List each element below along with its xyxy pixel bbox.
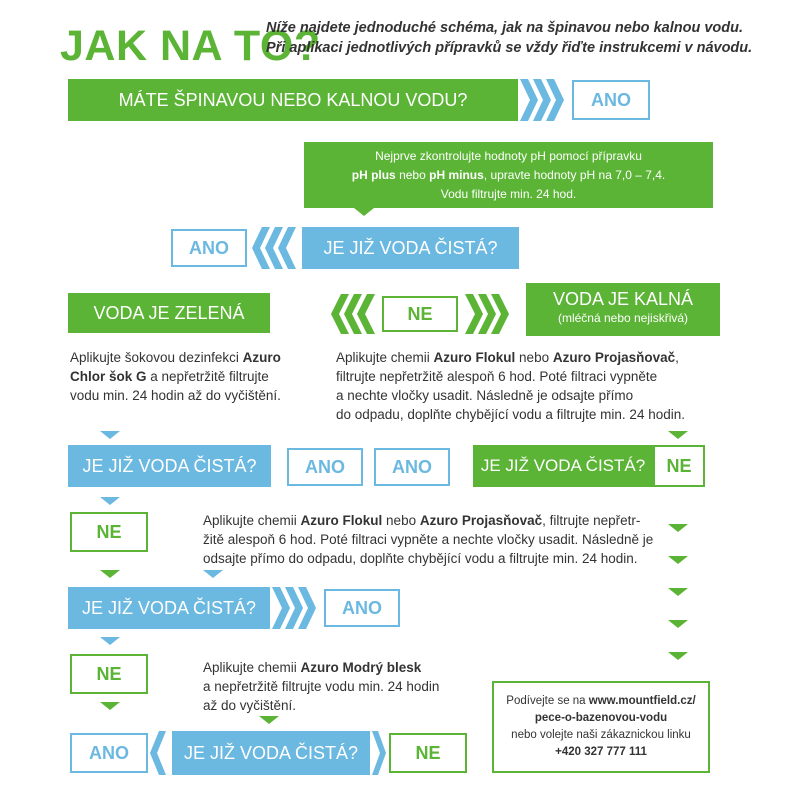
final-no-box: NE: [389, 733, 467, 773]
down-triangle-no2: [100, 570, 120, 578]
row4-right-question: JE JIŽ VODA ČISTÁ?: [473, 445, 653, 487]
cloudy-water-instructions: Aplikujte chemii Azuro Flokul nebo Azuro Projasňovač, filtrujte nepřetržitě alespoň 6 hod. Poté filtraci vypněte a nechte vločky usadit. Následně je odsajte přímo do odpadu, doplňte chybějící vodu a filtrujte min. 24 hodin.: [336, 350, 685, 422]
down-triangle-cloudy-right: [668, 431, 688, 439]
modry-blesk-instructions: Aplikujte chemii Azuro Modrý blesk a nepřetržitě filtrujte vodu min. 24 hodin až do vyčištění.: [203, 660, 440, 713]
no2-box: NE: [70, 512, 148, 552]
page-title: JAK NA TO?: [60, 22, 321, 70]
q3-yes-box: ANO: [324, 589, 400, 627]
down-triangle-flokul: [203, 570, 223, 578]
no3-box: NE: [70, 654, 148, 694]
split-no-box: NE: [382, 296, 458, 332]
row4-right-yes-box: ANO: [374, 448, 450, 486]
down-triangle-green-left: [100, 431, 120, 439]
intro-line-2: Při aplikaci jednotlivých přípravků se vždy řiďte instrukcemi v návodu.: [266, 40, 753, 56]
contact-phone[interactable]: +420 327 777 111: [555, 746, 647, 758]
down-triangle-ph: [354, 208, 374, 216]
contact-box: Podívejte se na www.mountfield.cz/ pece-o-bazenovou-vodu nebo volejte naši zákaznickou linku +420 327 777 111: [492, 681, 710, 773]
ph-note-line-1: Nejprve zkontrolujte hodnoty pH pomocí přípravku: [375, 149, 642, 163]
green-water-label: VODA JE ZELENÁ: [68, 293, 270, 333]
right-chevrons-row4: [273, 445, 286, 487]
down-triangle-row4-left: [100, 497, 120, 505]
contact-url-path[interactable]: pece-o-bazenovou-vodu: [534, 712, 668, 724]
left-chevrons-q1: [252, 227, 296, 269]
right-chevrons-start: [520, 79, 564, 121]
final-question: JE JIŽ VODA ČISTÁ?: [172, 731, 370, 775]
intro-line-1: Níže najdete jednoduché schéma, jak na špinavou nebo kalnou vodu.: [266, 20, 743, 36]
row4-left-yes-box: ANO: [287, 448, 363, 486]
cloudy-title: VODA JE KALNÁ: [552, 289, 694, 309]
down-triangle-modry: [259, 716, 279, 724]
green-water-instructions: Aplikujte šokovou dezinfekci Azuro Chlor šok G a nepřetržitě filtrujte vodu min. 24 hodin až do vyčištění.: [70, 350, 281, 403]
down-triangles-right-column: [668, 524, 688, 660]
right-chevrons-final: [372, 731, 386, 775]
right-chevrons-split: [465, 294, 509, 334]
ph-note-line-3: Vodu filtrujte min. 24 hod.: [440, 187, 577, 201]
left-chevrons-final: [150, 731, 166, 775]
left-chevrons-row4: [452, 445, 470, 487]
start-question: MÁTE ŠPINAVOU NEBO KALNOU VODU?: [68, 79, 518, 121]
q3-question: JE JIŽ VODA ČISTÁ?: [68, 587, 270, 629]
contact-url[interactable]: www.mountfield.cz/: [588, 695, 696, 707]
flokul-instructions: Aplikujte chemii Azuro Flokul nebo Azuro Projasňovač, filtrujte nepřetr- žitě alespoň 6 hod. Poté filtraci vypněte a nechte vločky usadit. Následně je odsajte přímo do odpadu, doplňte chybějící vodu a filtrujte min. 24 hodin.: [203, 513, 654, 566]
left-chevrons-split: [331, 294, 375, 334]
row4-left-question: JE JIŽ VODA ČISTÁ?: [68, 445, 271, 487]
ph-note-line-2: pH plus nebo pH minus, upravte hodnoty pH na 7,0 – 7,4.: [351, 168, 666, 182]
q1-yes-box: ANO: [171, 229, 247, 267]
q1-question: JE JIŽ VODA ČISTÁ?: [302, 227, 519, 269]
start-yes-box: ANO: [572, 80, 650, 120]
row4-right-no-box: NE: [653, 445, 705, 487]
down-triangle-no3: [100, 702, 120, 710]
cloudy-subtitle: (mléčná nebo nejiskřivá): [557, 311, 689, 325]
final-yes-box: ANO: [70, 733, 148, 773]
right-chevrons-q3: [272, 587, 316, 629]
down-triangle-q3: [100, 637, 120, 645]
